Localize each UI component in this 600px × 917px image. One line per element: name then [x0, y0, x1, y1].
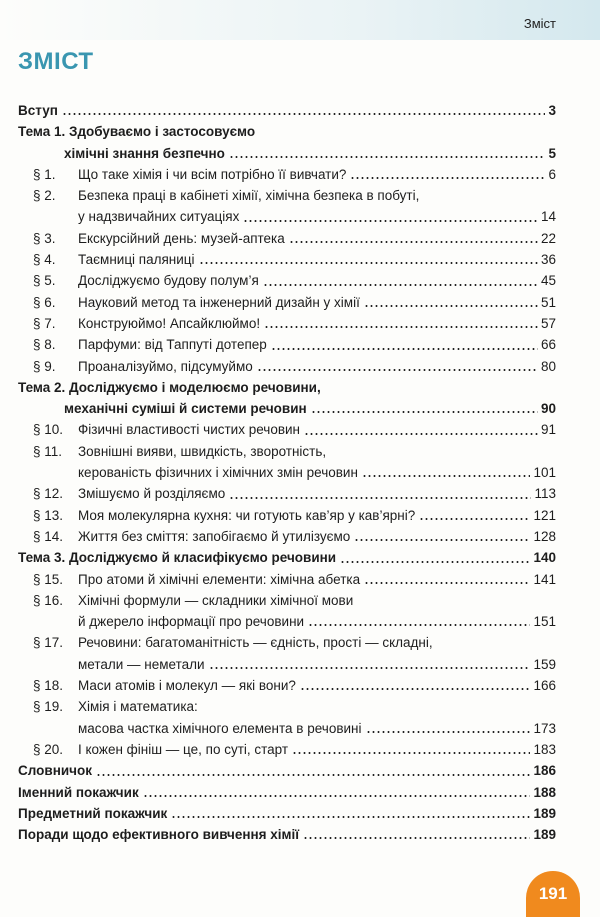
section-number: § 3. [33, 230, 56, 246]
section-number: § 1. [33, 166, 56, 182]
leader-dots [143, 794, 531, 798]
toc-section[interactable] [18, 441, 556, 484]
leader-dots [264, 325, 538, 329]
leader-dots [263, 283, 538, 287]
toc-entry-title: Парфуми: від Таппуті дотепер [78, 337, 267, 353]
toc-entry-title: Зовнішні вияви, швидкість, зворотність, [78, 443, 327, 459]
section-number: § 7. [33, 315, 56, 331]
leader-dots [364, 304, 538, 308]
leader-dots [308, 623, 530, 627]
toc-section[interactable] [18, 334, 556, 355]
toc-page-number: 188 [533, 784, 556, 800]
leader-dots [350, 176, 545, 180]
toc-entry-title: Поради щодо ефективного вивчення хімії [18, 827, 300, 843]
toc-page-number: 140 [533, 550, 556, 566]
section-number: § 19. [33, 699, 64, 715]
leader-dots [292, 751, 530, 755]
toc-entry-title: Тема 2. Досліджуємо і моделюємо речовини, [18, 379, 321, 395]
toc-page-number: 166 [533, 678, 556, 694]
toc-page-number: 159 [533, 656, 556, 672]
toc-section[interactable] [18, 228, 556, 249]
toc-page-number: 173 [533, 720, 556, 736]
toc-entry-title: керованість фізичних і хімічних змін речовин [78, 465, 358, 481]
toc-section[interactable] [18, 313, 556, 334]
toc-page-number: 186 [533, 763, 556, 779]
section-number: § 11. [33, 443, 63, 459]
toc-section[interactable] [18, 356, 556, 377]
leader-dots [209, 666, 531, 670]
toc-entry-title: метали — неметали [78, 656, 205, 672]
toc-theme[interactable] [18, 377, 556, 420]
toc-entry-title: Фізичні властивості чистих речовин [78, 422, 300, 438]
section-number: § 10. [33, 422, 64, 438]
toc-page-number: 151 [533, 614, 556, 630]
header-bar [0, 0, 600, 40]
toc-page-number: 189 [533, 827, 556, 843]
toc-page-number: 113 [534, 486, 556, 502]
toc-entry-title: Тема 3. Досліджуємо й класифікуємо речовини [18, 550, 337, 566]
leader-dots [419, 517, 530, 521]
toc-entry-title: Науковий метод та інженерний дизайн у хімії [78, 294, 360, 310]
running-header: Зміст [523, 16, 556, 31]
toc-entry-title: Словничок [18, 763, 92, 779]
toc-entry-title: у надзвичайних ситуаціях [78, 209, 240, 225]
leader-dots [304, 432, 538, 436]
toc-entry-title: Безпека праці в кабінеті хімії, хімічна безпека в побуті, [78, 188, 420, 204]
toc-entry-title: Речовини: багатоманітність — єдність, прості — складні, [78, 635, 433, 651]
leader-dots [243, 219, 538, 223]
leader-dots [199, 261, 538, 265]
leader-dots [300, 687, 531, 691]
toc-entry-title: Досліджуємо будову полум’я [78, 273, 259, 289]
section-number: § 20. [33, 741, 64, 757]
toc-theme[interactable] [18, 121, 556, 164]
table-of-contents [18, 100, 556, 845]
toc-section[interactable] [18, 292, 556, 313]
leader-dots [271, 347, 538, 351]
toc-entry[interactable] [18, 824, 556, 845]
toc-page-number: 128 [533, 528, 556, 544]
section-number: § 18. [33, 678, 64, 694]
toc-entry[interactable] [18, 782, 556, 803]
toc-entry-title: Про атоми й хімічні елементи: хімічна абетка [78, 571, 361, 587]
section-number: § 5. [33, 273, 56, 289]
toc-entry-title: Моя молекулярна кухня: чи готують кав’яр у кав’ярні? [78, 507, 416, 523]
toc-entry-title: Що таке хімія і чи всім потрібно її вивчати? [78, 166, 347, 182]
leader-dots [257, 368, 538, 372]
toc-section[interactable] [18, 185, 556, 228]
toc-entry[interactable] [18, 760, 556, 781]
leader-dots [311, 410, 538, 414]
toc-page-number: 6 [548, 166, 556, 182]
page-number-badge [526, 871, 580, 917]
section-number: § 13. [33, 507, 64, 523]
section-number: § 16. [33, 592, 64, 608]
leader-dots [289, 240, 538, 244]
section-number: § 8. [33, 337, 56, 353]
leader-dots [354, 538, 530, 542]
toc-page-number: 14 [540, 209, 556, 225]
leader-dots [362, 474, 531, 478]
leader-dots [229, 155, 546, 159]
toc-section[interactable] [18, 249, 556, 270]
toc-entry-title: й джерело інформації про речовини [78, 614, 305, 630]
section-number: § 2. [33, 188, 56, 204]
toc-entry-title: Предметний покажчик [18, 805, 168, 821]
toc-section[interactable] [18, 526, 556, 547]
toc-entry[interactable] [18, 100, 556, 121]
leader-dots [340, 560, 530, 564]
toc-section[interactable] [18, 569, 556, 590]
toc-entry-title: Хімічні формули — складники хімічної мови [78, 592, 354, 608]
toc-page-number: 141 [533, 571, 556, 587]
toc-section[interactable] [18, 675, 556, 696]
toc-page-number: 90 [540, 401, 556, 417]
toc-entry-title: Таємниці паляниці [78, 252, 195, 268]
toc-entry-title: Змішуємо й розділяємо [78, 486, 226, 502]
toc-page-number: 66 [540, 337, 556, 353]
toc-page-number: 57 [540, 315, 556, 331]
toc-entry-title: хімічні знання безпечно [64, 145, 225, 161]
section-number: § 15. [33, 571, 64, 587]
toc-entry[interactable] [18, 803, 556, 824]
toc-entry-title: масова частка хімічного елемента в речовині [78, 720, 362, 736]
toc-entry-title: Проаналізуймо, підсумуймо [78, 358, 253, 374]
toc-page-number: 189 [533, 805, 556, 821]
section-number: § 4. [33, 252, 56, 268]
page-number: 191 [538, 884, 568, 903]
toc-page-number: 80 [540, 358, 556, 374]
leader-dots [303, 836, 530, 840]
leader-dots [366, 730, 531, 734]
toc-entry-title: Екскурсійний день: музей-аптека [78, 230, 285, 246]
toc-section[interactable] [18, 270, 556, 291]
toc-entry-title: Маси атомів і молекул — які вони? [78, 678, 296, 694]
section-number: § 17. [33, 635, 64, 651]
toc-section[interactable] [18, 164, 556, 185]
toc-entry-title: Тема 1. Здобуваємо і застосовуємо [18, 124, 256, 140]
toc-theme[interactable] [18, 547, 556, 568]
toc-page-number: 22 [540, 230, 556, 246]
section-number: § 6. [33, 294, 56, 310]
leader-dots [364, 581, 530, 585]
toc-entry-title: Хімія і математика: [78, 699, 198, 715]
toc-page-number: 5 [548, 145, 556, 161]
toc-page-number: 101 [533, 465, 556, 481]
toc-section[interactable] [18, 505, 556, 526]
toc-entry-title: механічні суміші й системи речовин [64, 401, 307, 417]
toc-section[interactable] [18, 696, 556, 739]
toc-page-number: 3 [548, 103, 556, 118]
leader-dots [62, 112, 546, 116]
leader-dots [171, 815, 530, 819]
leader-dots [229, 496, 531, 500]
toc-page-number: 51 [540, 294, 556, 310]
toc-page-number: 183 [533, 741, 556, 757]
section-number: § 14. [33, 528, 64, 544]
toc-entry-title: Конструюймо! Апсайклюймо! [78, 315, 261, 331]
leader-dots [96, 773, 530, 777]
toc-section[interactable] [18, 632, 556, 675]
toc-entry-title: Іменний покажчик [18, 784, 139, 800]
toc-section[interactable] [18, 739, 556, 760]
toc-page-number: 36 [540, 252, 556, 268]
toc-entry-title: Вступ [18, 103, 58, 118]
toc-section[interactable] [18, 483, 556, 504]
toc-page-number: 91 [540, 422, 556, 438]
toc-section[interactable] [18, 419, 556, 440]
toc-page-number: 45 [540, 273, 556, 289]
toc-section[interactable] [18, 590, 556, 633]
section-number: § 9. [33, 358, 56, 374]
toc-entry-title: І кожен фініш — це, по суті, старт [78, 741, 289, 757]
toc-page-number: 121 [533, 507, 556, 523]
section-number: § 12. [33, 486, 64, 502]
toc-entry-title: Життя без сміття: запобігаємо й утилізуємо [78, 528, 351, 544]
page-title: ЗМІСТ [18, 48, 94, 75]
